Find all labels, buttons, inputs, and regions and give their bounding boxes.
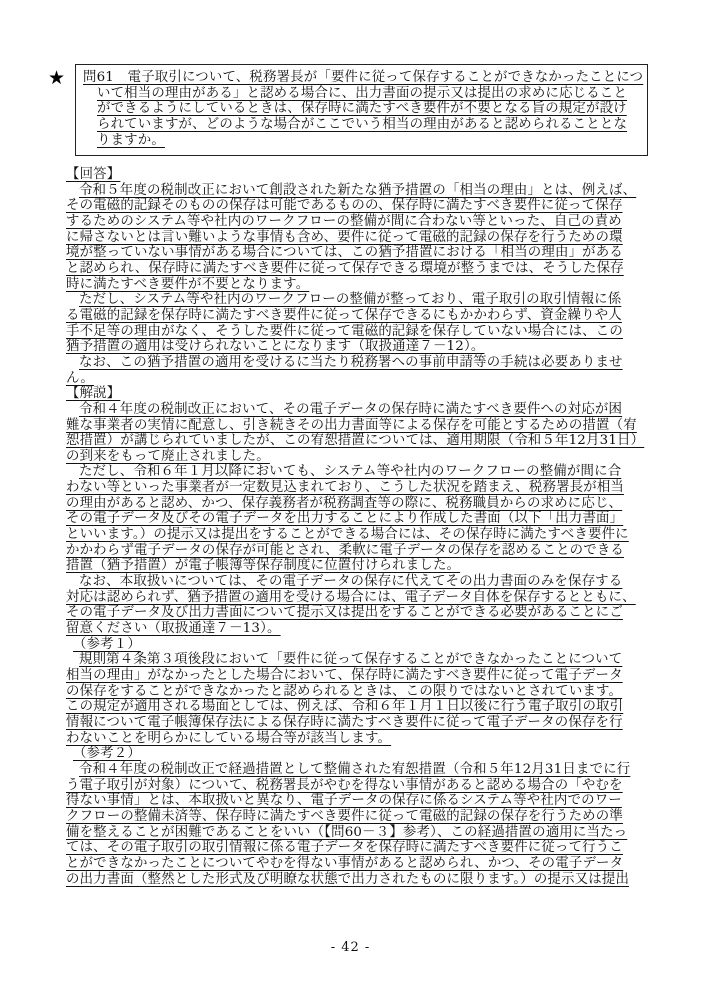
paragraph-line: 難な事業者の実情に配意し、引き続きその出力書面等による保存を可能とするための措置（宥 [66,417,637,433]
paragraph-line: 情報について電子帳簿保存法による保存時に満たすべき要件に従って電子データの保存を行 [66,714,623,730]
paragraph-line: わない等といった事業者が一定数見込まれており、こうした状況を踏まえ、税務署長が相当 [66,480,625,496]
reference-heading: （参考１） [73,636,141,652]
paragraph-line: 境が整っていない事情がある場合については、この猶予措置における「相当の理由」がある [66,245,623,261]
paragraph-line: 令和５年度の税制改正において創設された新たな猶予措置の「相当の理由」とは、例えば、 [79,182,637,198]
page-number: - 42 - [330,940,371,955]
paragraph-line: に帰さないとは言い難いような事情も含め、要件に従って電磁的記録の保存を行うための環 [66,229,623,245]
paragraph-line: る電磁的記録を保存時に満たすべき要件に従って保存できるにもかかわらず、資金繰りや人 [66,307,622,323]
star-icon: ★ [48,67,66,89]
paragraph-line: 備を整えることが困難であることをいい（【問60－３】参考）、この経過措置の適用に当たっ [66,824,628,840]
paragraph-line: 恕措置）が講じられていましたが、この宥恕措置については、適用期限（令和５年12月31日） [66,433,645,449]
paragraph-line: ては、その電子取引の取引情報に係る電子データを保存時に満たすべき要件に従って行うこ [66,840,623,856]
paragraph-line: その電子データ及び出力書面について提示又は提出をすることができる必要があることにご [66,605,623,621]
paragraph-line: の保存をすることができなかったと認められるときは、この限りではないとされています。 [66,683,623,699]
paragraph-line: わないことを明らかにしている場合等が該当します。 [66,730,392,746]
paragraph-line: 手不足等の理由がなく、そうした要件に従って電磁的記録を保存していない場合には、この [66,323,623,339]
section-heading: 【回答】 [66,167,121,182]
paragraph-line: といいます。）の提示又は提出をすることができる場合には、その保存時に満たすべき要件に [66,527,629,543]
question-line: りますか。 [97,132,165,148]
paragraph-line: その電子データ及びその電子データを出力することにより作成した書面（以下「出力書面」 [66,511,624,527]
paragraph-line: ただし、令和６年１月以降においても、システム等や社内のワークフローの整備が間に合 [79,464,622,480]
question-box [75,64,648,156]
reference-heading: （参考２） [73,746,141,762]
paragraph-line: この規定が適用される場面としては、例えば、令和６年１月１日以後に行う電子取引の取引 [66,699,624,715]
paragraph-line: 得ない事情」とは、本取扱いと異なり、電子データの保存に係るシステム等や社内でのワー [66,793,622,809]
paragraph-line: その電磁的記録そのものの保存は可能であるものの、保存時に満たすべき要件に従って保存 [66,198,623,214]
paragraph-line: 措置（猶予措置）が電子帳簿等保存制度に位置付けられました。 [66,558,461,574]
section-heading: 【解説】 [66,386,121,402]
paragraph-line: う電子取引が対象）について、税務署長がやむを得ない事情があると認める場合の「やむを [66,777,623,793]
paragraph-line: なお、この猶予措置の適用を受けるに当たり税務署への事前申請等の手続は必要ありませ [79,354,623,370]
paragraph-line: ん。 [66,370,94,386]
paragraph-line: の理由があると認め、かつ、保存義務者が税務調査等の際に、税務職員からの求めに応じ、 [66,495,623,511]
paragraph-line: クフローの整備未済等、保存時に満たすべき要件に従って電磁的記録の保存を行うための準 [66,808,623,824]
document-body [66,167,645,887]
paragraph-line: 令和４年度の税制改正において、その電子データの保存時に満たすべき要件への対応が困 [79,401,623,417]
paragraph-line: ただし、システム等や社内のワークフローの整備が整っており、電子取引の取引情報に係 [79,292,622,308]
paragraph-line: かかわらず電子データの保存が可能とされ、柔軟に電子データの保存を認めることのできる [66,542,625,558]
paragraph-line: 令和４年度の税制改正で経過措置として整備された宥恕措置（令和５年12月31日までに行 [79,761,631,777]
paragraph-line: 猶予措置の適用は受けられないことになります（取扱通達７－12）。 [66,339,485,355]
question-line: られていますが、どのような場合がここでいう相当の理由があると認められることとな [97,116,628,132]
paragraph-line: なお、本取扱いについては、その電子データの保存に代えてその出力書面のみを保存する [79,574,623,590]
paragraph-line: 対応は認められず、猶予措置の適用を受ける場合には、電子データ自体を保存するとともに、 [66,589,636,605]
paragraph-line: 留意ください（取扱通達７－13）。 [66,621,281,637]
paragraph-line: の出力書面（整然とした形式及び明瞭な状態で出力されたものに限ります。）の提示又は提出 [66,871,630,887]
paragraph-line: 時に満たすべき要件が不要となります。 [66,276,310,292]
question-section [48,64,644,156]
paragraph-line: と認められ、保存時に満たすべき要件に従って保存できる環境が整うまでは、そうした保存 [66,260,624,276]
question-line: いて相当の理由がある」と認める場合に、出力書面の提示又は提出の求めに応じること [97,85,628,101]
question-line: ができるようにしているときは、保存時に満たすべき要件が不要となる旨の規定が設け [97,101,627,117]
paragraph-line: とができなかったことについてやむを得ない事情があると認められ、かつ、その電子データ [66,855,624,871]
paragraph-line: 相当の理由」がなかったとした場合において、保存時に満たすべき要件に従って電子データ [66,668,623,683]
paragraph-line: するためのシステム等や社内のワークフローの整備が間に合わない等といった、自己の責め [66,213,622,229]
question-line: 問61 電子取引について、税務署長が「要件に従って保存することができなかったことにつ [83,70,644,85]
paragraph-line: の到来をもって廃止されました。 [66,448,270,464]
paragraph-line: 規則第４条第３項後段において「要件に従って保存することができなかったことについて [79,652,623,668]
